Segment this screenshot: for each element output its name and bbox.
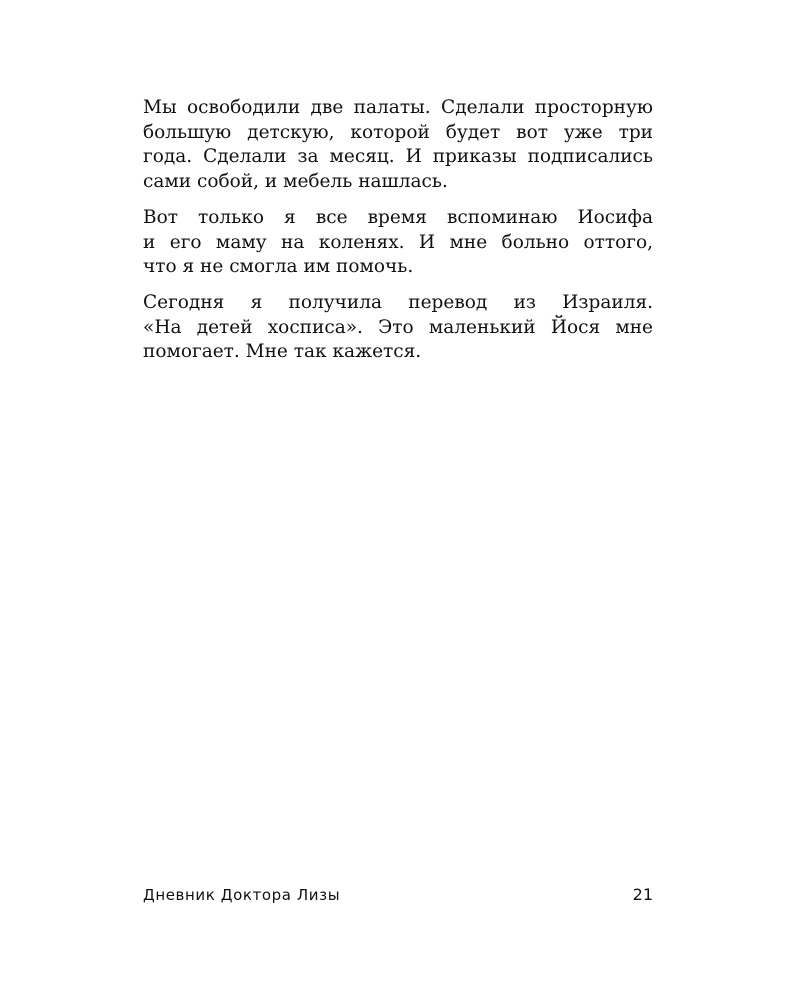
text-line: и его маму на коленях. И мне больно оттого, [143,231,653,253]
body-text [143,96,653,376]
text-line: Мы освободили две палаты. Сделали просторную [143,97,653,118]
page-footer [143,882,653,908]
text-line: сами собой, и мебель нашлась. [143,171,448,193]
text-line: что я не смогла им помочь. [143,256,414,278]
paragraph [143,96,653,195]
paragraph [143,291,653,365]
text-line: года. Сделали за месяц. И приказы подписались [143,146,653,168]
page-number: 21 [632,885,653,904]
text-line: «На детей хосписа». Это маленький Йося мне [143,316,653,338]
text-line: большую детскую, которой будет вот уже три [143,121,653,143]
text-line: Сегодня я получила перевод из Израиля. [143,291,653,313]
text-line: Вот только я все время вспоминаю Иосифа [143,206,653,228]
paragraph [143,206,653,280]
running-head: Дневник Доктора Лизы [143,886,341,904]
text-line: помогает. Мне так кажется. [143,341,422,363]
